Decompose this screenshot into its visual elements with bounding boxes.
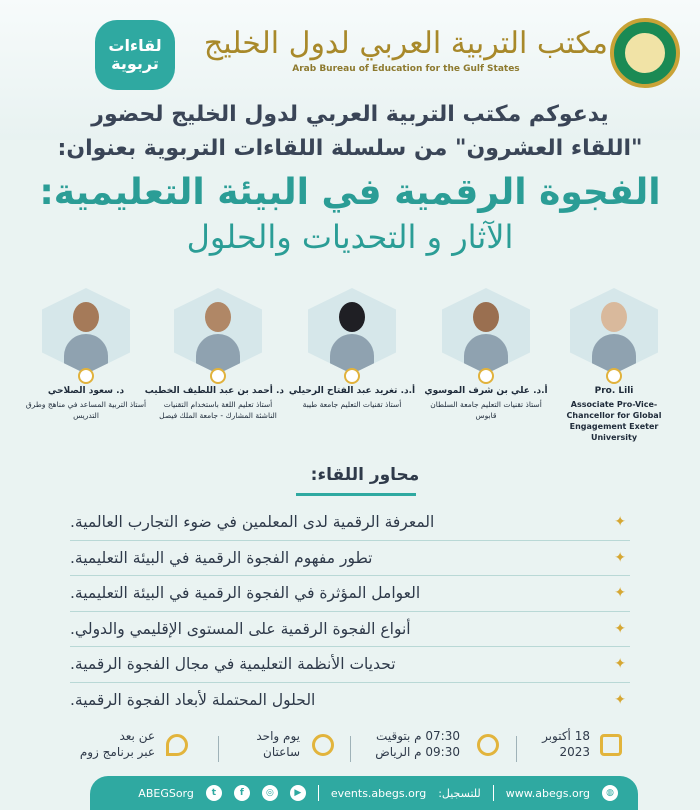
registration-label: للتسجيل: (438, 786, 481, 800)
speaker-photo (174, 288, 262, 374)
microphone-icon (344, 368, 360, 384)
speaker-photo (442, 288, 530, 374)
social-handle[interactable]: ABEGSorg (138, 786, 194, 800)
footer-bar (90, 776, 638, 810)
heading-underline (296, 493, 416, 496)
clock-icon (477, 734, 499, 756)
speaker-title: أستاذ تعليم اللغة باستخدام التقنيات الناشئة المشارك - جامعة الملك فيصل (159, 400, 277, 420)
topic-text: أنواع الفجوة الرقمية على المستوى الإقليمي والدولي. (70, 619, 411, 638)
speaker-photo (570, 288, 658, 374)
speaker-name: Pro. Lili (594, 386, 634, 396)
invitation-line-2: "اللقاء العشرون" من سلسلة اللقاءات التربوية بعنوان: (57, 136, 643, 161)
topics-list (70, 505, 630, 718)
duration-icon (312, 734, 334, 756)
speaker-photo (42, 288, 130, 374)
topic-text: العوامل المؤثرة في الفجوة الرقمية في البيئة التعليمية. (70, 584, 421, 603)
sparkle-icon: ✦ (614, 549, 626, 566)
date-day: 18 أكتوبر (542, 729, 590, 743)
calendar-icon (600, 734, 622, 756)
microphone-icon (606, 368, 622, 384)
event-time (350, 728, 460, 760)
divider (318, 785, 319, 801)
divider (516, 736, 517, 762)
speaker-card (286, 288, 418, 410)
microphone-icon (78, 368, 94, 384)
registration-url[interactable]: events.abegs.org (330, 786, 427, 800)
badge-line1: لقاءات (108, 35, 162, 55)
badge-line2: تربوية (111, 54, 159, 73)
website-link[interactable]: www.abegs.org (505, 786, 590, 800)
topic-text: تطور مفهوم الفجوة الرقمية في البيئة التعليمية. (70, 548, 373, 567)
speaker-name: أ.د. تغريد عبد الفتاح الرحيلي (288, 386, 416, 396)
speaker-card (20, 288, 152, 421)
event-info-bar (0, 728, 700, 774)
topic-text: الحلول المحتملة لأبعاد الفجوة الرقمية. (70, 691, 316, 710)
speaker-title: Associate Pro-Vice-Chancellor for Global Engagement Exeter University (566, 400, 662, 442)
event-date (510, 728, 590, 760)
event-location (60, 728, 155, 760)
speaker-title: أستاذ التربية المساعد في مناهج وطرق التدريس (25, 400, 147, 420)
location-pin-icon (166, 734, 188, 756)
list-item (70, 647, 630, 683)
speaker-name: د. سعود الصلاحي (47, 386, 125, 396)
speaker-card (420, 288, 552, 421)
speaker-title: أستاذ تقنيات التعليم جامعة السلطان قابوس (430, 400, 542, 420)
speaker-photo (308, 288, 396, 374)
twitter-icon[interactable]: t (206, 785, 222, 801)
sparkle-icon: ✦ (614, 514, 626, 530)
list-item (70, 505, 630, 541)
logo-arabic-name: مكتب التربية العربي لدول الخليج (203, 26, 608, 61)
duration-hours: ساعتان (263, 745, 300, 759)
invitation-line-1: يدعوكم مكتب التربية العربي لدول الخليج لحضور (91, 102, 609, 127)
speaker-card (548, 288, 680, 443)
speaker-name: أ.د. علي بن شرف الموسوي (424, 386, 548, 396)
divider (493, 785, 494, 801)
time-end: 09:30 م الرياض (375, 745, 460, 759)
list-item (70, 683, 630, 719)
speaker-title: أستاذ تقنيات التعليم جامعة طيبة (302, 400, 402, 409)
list-item (70, 576, 630, 612)
globe-icon: ◍ (602, 785, 618, 801)
duration-days: يوم واحد (256, 729, 300, 743)
microphone-icon (210, 368, 226, 384)
axes-heading: محاور اللقاء: (310, 465, 420, 485)
topic-text: المعرفة الرقمية لدى المعلمين في ضوء التجارب العالمية. (70, 513, 435, 532)
speakers-row (20, 288, 680, 442)
event-duration (240, 728, 300, 760)
list-item (70, 541, 630, 577)
youtube-icon[interactable]: ▶ (290, 785, 306, 801)
sparkle-icon: ✦ (614, 656, 626, 672)
event-subtitle: الآثار و التحديات والحلول (186, 218, 514, 256)
organization-seal-icon (610, 18, 680, 88)
organization-logo (204, 28, 608, 74)
event-title: الفجوة الرقمية في البيئة التعليمية: (39, 172, 661, 213)
sparkle-icon: ✦ (614, 691, 626, 708)
list-item (70, 612, 630, 648)
logo-english-name: Arab Bureau of Education for the Gulf States (292, 64, 520, 74)
sparkle-icon: ✦ (614, 620, 626, 637)
location-mode: عن بعد (119, 729, 155, 743)
facebook-icon[interactable]: f (234, 785, 250, 801)
speaker-card (144, 288, 284, 421)
sparkle-icon: ✦ (614, 585, 626, 601)
microphone-icon (478, 368, 494, 384)
series-badge (95, 20, 175, 90)
date-year: 2023 (559, 745, 590, 759)
topic-text: تحديات الأنظمة التعليمية في مجال الفجوة الرقمية. (70, 655, 396, 674)
divider (350, 736, 351, 762)
instagram-icon[interactable]: ◎ (262, 785, 278, 801)
time-start: 07:30 م بتوقيت (376, 729, 460, 743)
speaker-name: د. أحمد بن عبد اللطيف الخطيب (144, 386, 284, 396)
divider (218, 736, 219, 762)
location-platform: عبر برنامج زوم (79, 745, 155, 759)
